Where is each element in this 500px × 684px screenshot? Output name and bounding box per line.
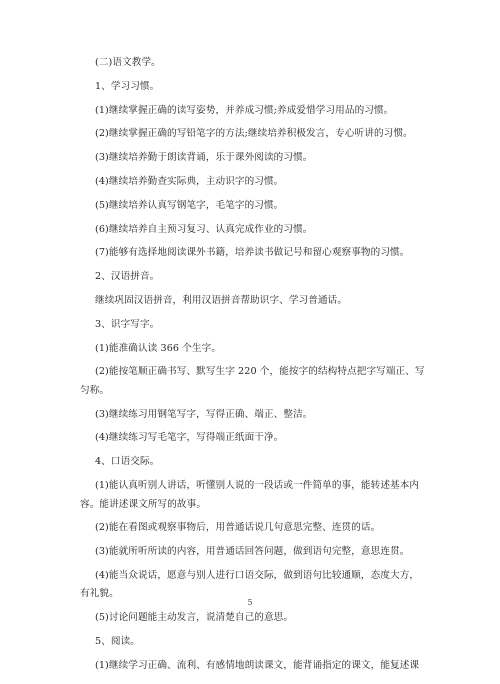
list-item-continuation: 有礼貌。: [80, 588, 119, 600]
list-item: (2)能在看图或观察事物后，用普通话说几句意思完整、连贯的话。: [95, 522, 381, 534]
list-item: (1)能认真听别人讲话，听懂别人说的一段话或一件简单的事，能转述基本内: [95, 480, 420, 492]
list-item: (6)继续培养自主预习复习、认真完成作业的习惯。: [95, 223, 313, 235]
subsection-heading-literacy: 3、识字写字。: [95, 318, 160, 330]
list-item: (4)能当众说话，愿意与别人进行口语交际，做到语句比较通顺，态度大方，: [95, 569, 420, 581]
list-item: (2)继续掌握正确的写铅笔字的方法;继续培养积极发言，专心听讲的习惯。: [95, 128, 413, 140]
list-item: (1)继续掌握正确的读写姿势，并养成习惯;养成爱惜学习用品的习惯。: [95, 104, 394, 116]
subsection-heading-oral-communication: 4、口语交际。: [95, 456, 160, 468]
list-item: (4)继续培养勤查实际典，主动识字的习惯。: [95, 175, 284, 187]
list-item-continuation: 匀称。: [80, 384, 110, 396]
subsection-heading-pinyin: 2、汉语拼音。: [95, 271, 160, 283]
list-item: (5)继续培养认真写钢笔字，毛笔字的习惯。: [95, 199, 284, 211]
list-item: (3)能就所听所读的内容，用普通话回答问题，做到语句完整，意思连贯。: [95, 546, 410, 558]
list-item: (1)继续学习正确、流利、有感情地朗读课文，能背诵指定的课文，能复述课: [95, 659, 420, 671]
subsection-heading-study-habits: 1、学习习惯。: [95, 80, 160, 92]
list-item-continuation: 容。能讲述课文所写的故事。: [80, 498, 207, 510]
list-item: (5)讨论问题能主动发言，说清楚自己的意思。: [95, 612, 294, 624]
list-item: (1)能准确认读 366 个生字。: [95, 342, 222, 354]
paragraph: 继续巩固汉语拼音，利用汉语拼音帮助识字、学习普通话。: [95, 294, 348, 306]
list-item: (4)继续练习写毛笔字，写得端正纸面干净。: [95, 432, 284, 444]
list-item: (3)继续练习用钢笔写字，写得正确、端正、整洁。: [95, 408, 313, 420]
document-body: [80, 57, 430, 684]
list-item: (3)继续培养勤于朗读背诵，乐于课外阅读的习惯。: [95, 152, 313, 164]
page-number: 5: [247, 598, 253, 607]
section-heading-chinese-teaching: (二)语文教学。: [95, 57, 161, 68]
list-item: (2)能按笔顺正确书写、默写生字 220 个，能按字的结构特点把字写端正、写: [95, 366, 425, 378]
list-item: (7)能够有选择地阅读课外书籍，培养读书做记号和留心观察事物的习惯。: [95, 247, 410, 259]
subsection-heading-reading: 5、阅读。: [95, 636, 140, 648]
